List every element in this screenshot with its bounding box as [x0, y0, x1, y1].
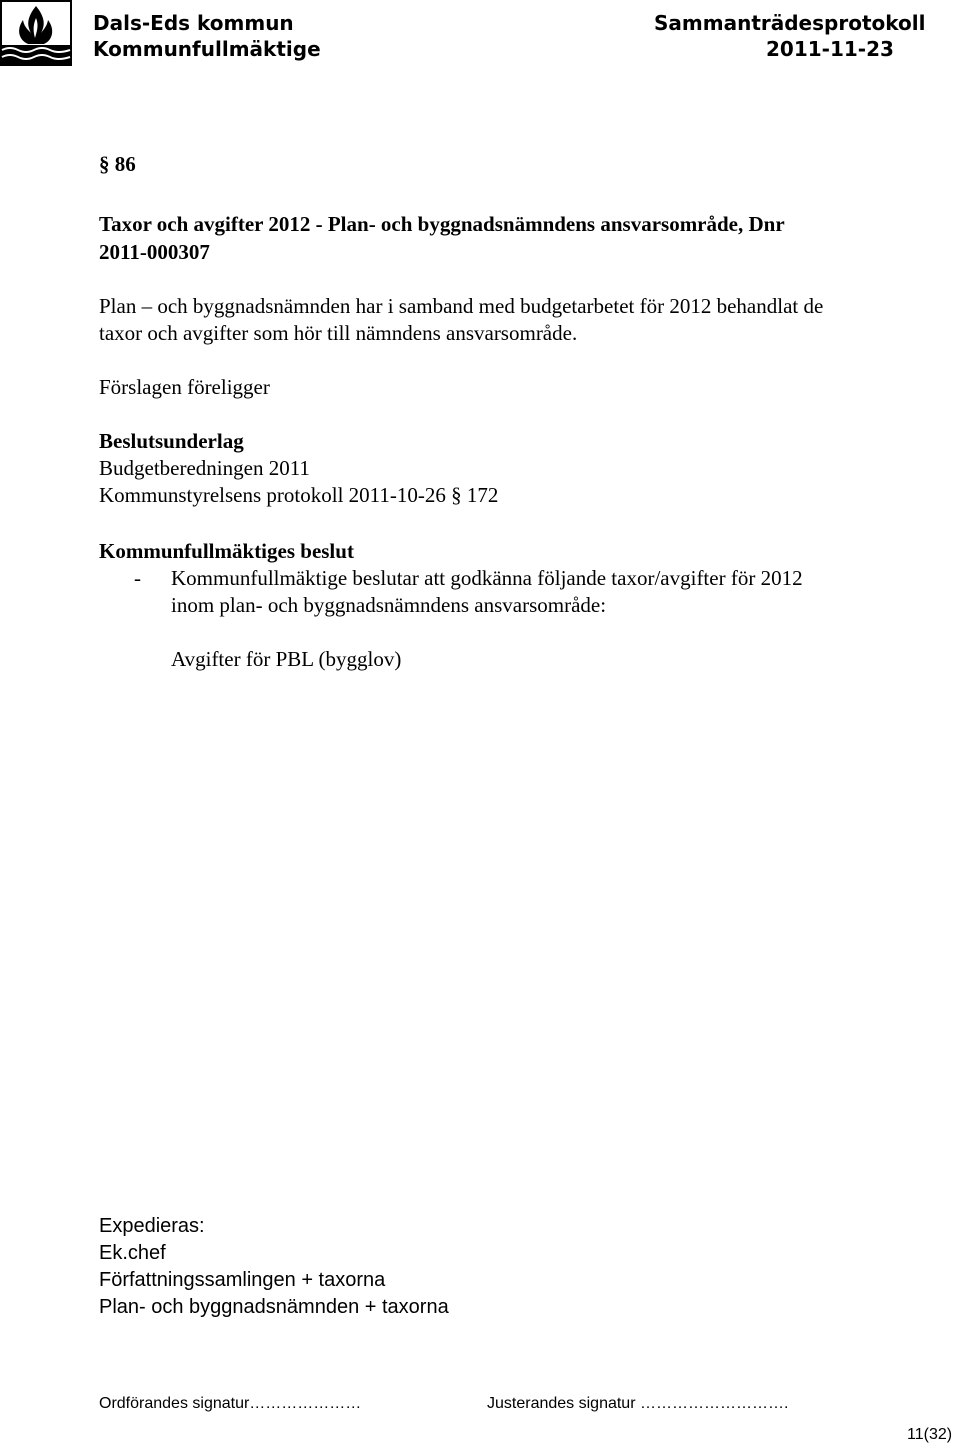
section-symbol: §: [451, 483, 462, 507]
chair-signature: Ordförandes signatur…………………: [99, 1395, 362, 1412]
dispatch-label: Expedieras:: [99, 1215, 205, 1237]
adjuster-signature: Justerandes signatur ……………………….: [487, 1395, 789, 1412]
basis-item-2-text: Kommunstyrelsens protokoll 2011-10-26: [99, 483, 446, 507]
paragraph-number: [99, 151, 136, 177]
basis-heading: Beslutsunderlag: [99, 429, 244, 453]
section-symbol: §: [99, 152, 110, 176]
municipality-logo: [0, 0, 72, 66]
decision-line-2: inom plan- och byggnadsnämndens ansvarsområde:: [171, 593, 607, 617]
section-number: 86: [114, 152, 136, 176]
municipality-name: Dals-Eds kommun: [93, 11, 294, 35]
item-title-line-2: 2011-000307: [99, 240, 210, 264]
dispatch-recipient: Ek.chef: [99, 1242, 166, 1264]
fees-title: Avgifter för PBL (bygglov): [171, 647, 402, 671]
basis-item-1: Budgetberedningen 2011: [99, 456, 310, 480]
item-title-line-1: Taxor och avgifter 2012 - Plan- och byggnadsnämndens ansvarsområde, Dnr: [99, 212, 785, 236]
intro-line-1: Plan – och byggnadsnämnden har i samband med budgetarbetet för 2012 behandlat de: [99, 294, 824, 318]
document-type: Sammanträdesprotokoll: [654, 11, 926, 35]
dispatch-recipient: Författningssamlingen + taxorna: [99, 1269, 386, 1291]
decision-line-1: Kommunfullmäktige beslutar att godkänna följande taxor/avgifter för 2012: [171, 566, 803, 590]
meeting-date: 2011-11-23: [766, 37, 894, 61]
page-number: 11(32): [907, 1426, 953, 1443]
basis-item-2-number: 172: [466, 483, 499, 507]
intro-line-2: taxor och avgifter som hör till nämndens ansvarsområde.: [99, 321, 578, 345]
decision-dash: -: [134, 566, 141, 590]
council-name: Kommunfullmäktige: [93, 37, 321, 61]
decision-heading: Kommunfullmäktiges beslut: [99, 539, 354, 563]
dispatch-recipient: Plan- och byggnadsnämnden + taxorna: [99, 1296, 449, 1318]
proposal-text: Förslagen föreligger: [99, 375, 270, 399]
basis-item-2: [99, 482, 498, 508]
